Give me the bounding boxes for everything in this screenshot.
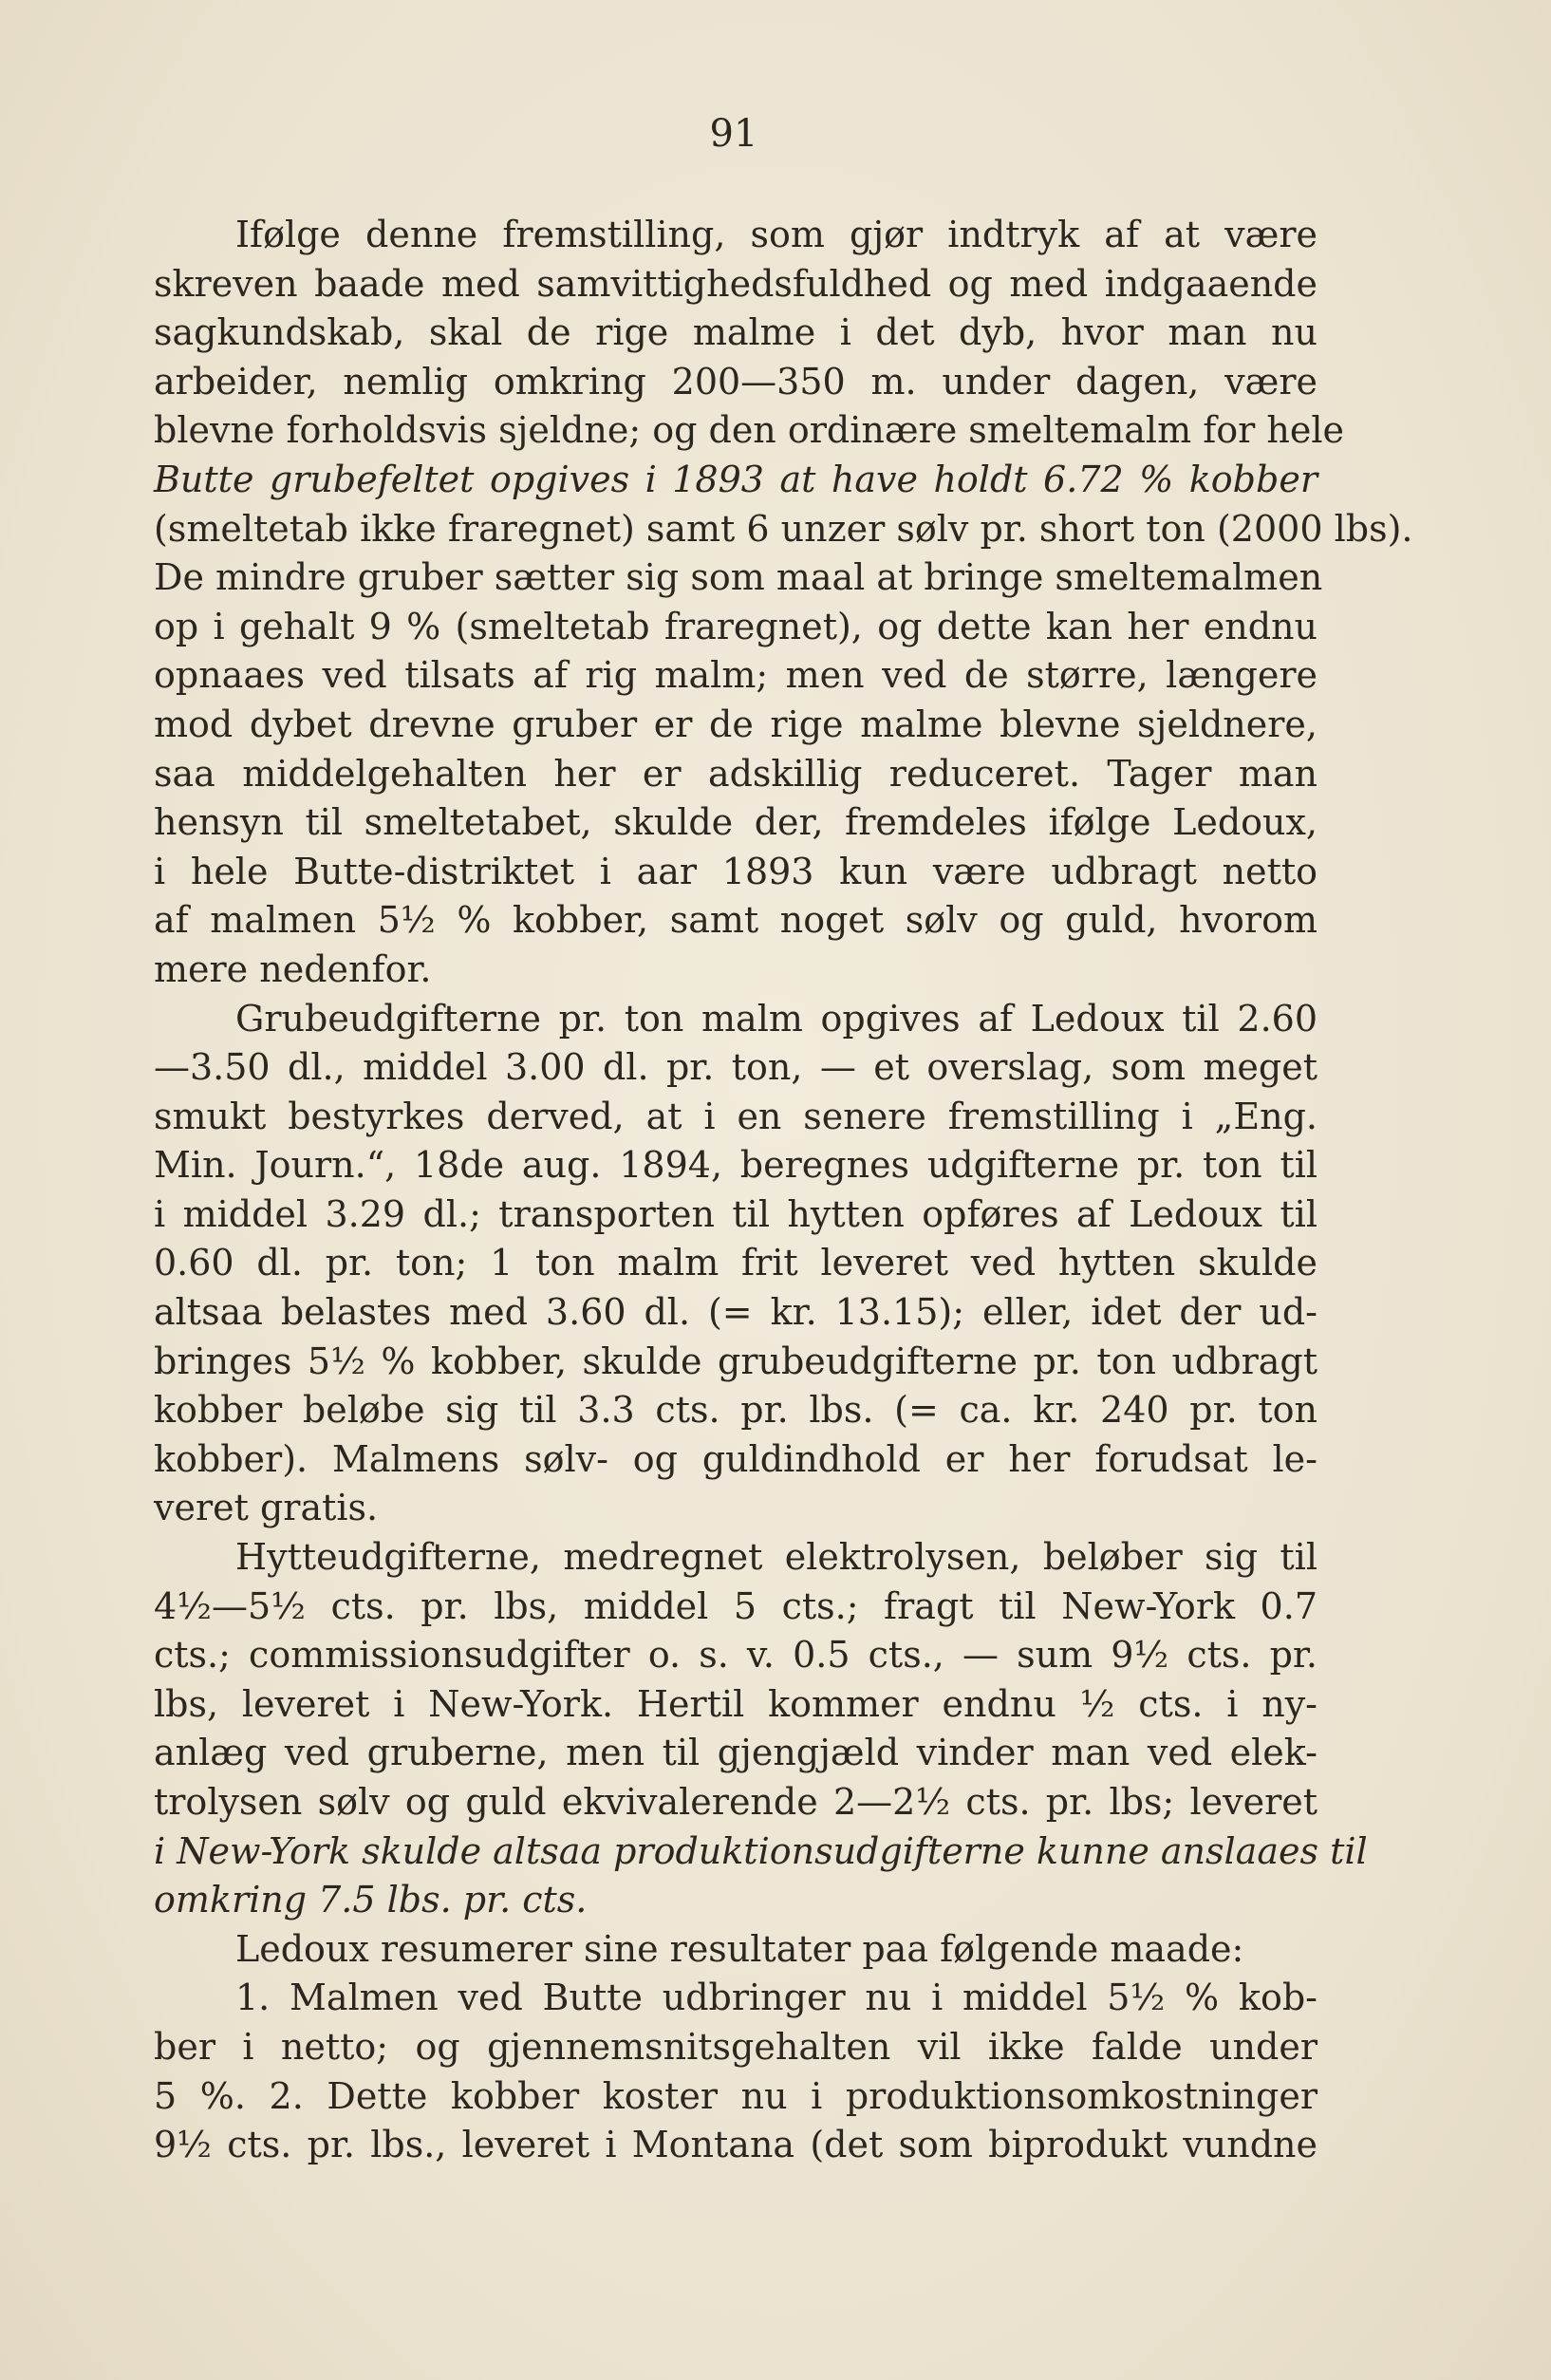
text-line: anlæg ved gruberne, men til gjengjæld vinder man ved elek- — [154, 1732, 1317, 1774]
text-line: kobber beløbe sig til 3.3 cts. pr. lbs. (= ca. kr. 240 pr. ton — [154, 1389, 1317, 1432]
italic-run: Butte grubefeltet opgives i 1893 at have holdt 6.72 % kobber — [154, 458, 1317, 500]
text-line-italic — [154, 456, 1317, 505]
italic-run: omkring 7.5 lbs. pr. cts. — [154, 1879, 588, 1921]
text-line: blevne forholdsvis sjeldne; og den ordinære smeltemalm for hele — [154, 409, 1344, 452]
italic-run: i New-York skulde altsaa produktionsudgifterne kunne anslaaes til — [154, 1829, 1368, 1872]
text-line: cts.; commissionsudgifter o. s. v. 0.5 cts., — sum 9½ cts. pr. — [154, 1634, 1317, 1677]
text-line: 0.60 dl. pr. ton; 1 ton malm frit leveret ved hytten skulde — [154, 1242, 1317, 1284]
text-line: arbeider, nemlig omkring 200—350 m. under dagen, være — [154, 360, 1317, 403]
text-line: —3.50 dl., middel 3.00 dl. pr. ton, — et overslag, som meget — [154, 1046, 1317, 1089]
page-number: 91 — [709, 112, 758, 156]
text-line: 4½—5½ cts. pr. lbs, middel 5 cts.; fragt til New-York 0.7 — [154, 1584, 1317, 1627]
text-line: lbs, leveret i New-York. Hertil kommer endnu ½ cts. i ny- — [154, 1682, 1317, 1725]
text-line: altsaa belastes med 3.60 dl. (= kr. 13.15); eller, idet der ud- — [154, 1291, 1317, 1334]
text-line: hensyn til smeltetabet, skulde der, fremdeles ifølge Ledoux, — [154, 801, 1317, 844]
text-line-italic — [154, 1827, 1368, 1877]
text-line: Ifølge denne fremstilling, som gjør indtryk af at være — [235, 214, 1317, 255]
text-line: 1. Malmen ved Butte udbringer nu i middel 5½ % kob- — [235, 1977, 1317, 2019]
text-line: Hytteudgifterne, medregnet elektrolysen, beløber sig til — [235, 1536, 1317, 1579]
body-text — [154, 211, 1413, 2170]
text-line: i middel 3.29 dl.; transporten til hytten opføres af Ledoux til — [154, 1192, 1317, 1235]
text-line: Min. Journ.“, 18de aug. 1894, beregnes udgifterne pr. ton til — [154, 1144, 1317, 1187]
text-line: De mindre gruber sætter sig som maal at bringe smeltemalmen — [154, 556, 1323, 599]
text-line: 9½ cts. pr. lbs., leveret i Montana (det som biprodukt vundne — [154, 2124, 1317, 2166]
text-line: skreven baade med samvittighedsfuldhed og med indgaaende — [154, 262, 1317, 305]
text-line-italic — [154, 1876, 1317, 1925]
text-line: Grubeudgifterne pr. ton malm opgives af Ledoux til 2.60 — [235, 997, 1317, 1040]
text-line: mere nedenfor. — [154, 947, 432, 990]
text-line: op i gehalt 9 % (smeltetab fraregnet), og dette kan her endnu — [154, 605, 1317, 647]
text-line: Ledoux resumerer sine resultater paa følgende maade: — [235, 1927, 1244, 1970]
text-line: bringes 5½ % kobber, skulde grubeudgifterne pr. ton udbragt — [154, 1340, 1317, 1382]
text-line: ber i netto; og gjennemsnitsgehalten vil ikke falde under — [154, 2025, 1317, 2068]
text-line: opnaaes ved tilsats af rig malm; men ved de større, længere — [154, 654, 1317, 697]
text-line: smukt bestyrkes derved, at i en senere fremstilling i „Eng. — [154, 1095, 1317, 1137]
text-line: af malmen 5½ % kobber, samt noget sølv og guld, hvorom — [154, 899, 1317, 942]
text-line: mod dybet drevne gruber er de rige malme blevne sjeldnere, — [154, 703, 1317, 745]
text-line: veret gratis. — [154, 1487, 379, 1529]
text-line: 5 %. 2. Dette kobber koster nu i produktionsomkostninger — [154, 2074, 1317, 2117]
text-line: sagkundskab, skal de rige malme i det dyb, hvor man nu — [154, 311, 1317, 354]
text-line: (smeltetab ikke fraregnet) samt 6 unzer sølv pr. short ton (2000 lbs). — [154, 507, 1413, 550]
text-line: saa middelgehalten her er adskillig reduceret. Tager man — [154, 752, 1317, 795]
text-line: kobber). Malmens sølv- og guldindhold er her forudsat le- — [154, 1437, 1317, 1480]
text-line: trolysen sølv og guld ekvivalerende 2—2½ cts. pr. lbs; leveret — [154, 1781, 1317, 1823]
text-line: i hele Butte-distriktet i aar 1893 kun være udbragt netto — [154, 850, 1317, 892]
